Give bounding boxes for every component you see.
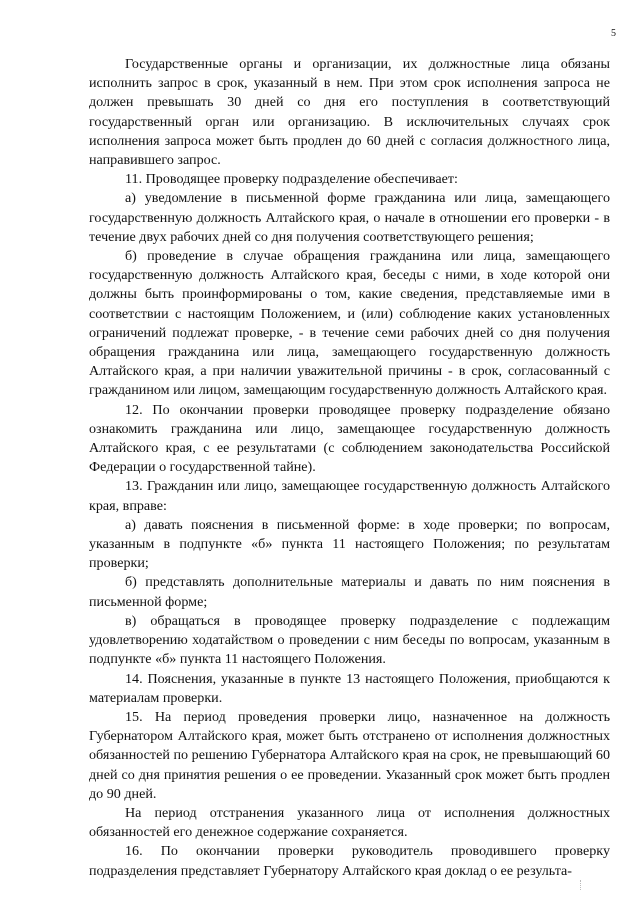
paragraph: а) давать пояснения в письменной форме: в ходе проверки; по вопросам, указанным в подпункте «б» пункта 11 настоящего Положения; по результатам проверки;	[89, 516, 610, 572]
scan-artifact	[580, 880, 584, 890]
document-body	[89, 55, 610, 881]
paragraph: 15. На период проведения проверки лицо, назначенное на должность Губернатором Алтайского края, может быть отстранено от исполнения должностных обязанностей по решению Губернатора Алтайского края на срок, не превышающий 60 дней со дня принятия решения о ее проведении. Указанный срок может быть продлен до 90 дней.	[89, 708, 610, 802]
paragraph: 14. Пояснения, указанные в пункте 13 настоящего Положения, приобщаются к материалам проверки.	[89, 670, 610, 706]
paragraph: 13. Гражданин или лицо, замещающее государственную должность Алтайского края, вправе:	[89, 478, 610, 514]
paragraph: На период отстранения указанного лица от исполнения должностных обязанностей его денежное содержание сохраняется.	[89, 804, 610, 841]
paragraph: Государственные органы и организации, их должностные лица обязаны исполнить запрос в срок, указанный в нем. При этом срок исполнения запроса не должен превышать 30 дней со дня его поступления в соответствующий государственный орган или организацию. В исключительных случаях срок исполнения запроса может быть продлен до 60 дней с согласия должностного лица, направившего запрос.	[89, 56, 610, 169]
paragraph: а) уведомление в письменной форме гражданина или лица, замещающего государственную должность Алтайского края, о начале в отношении его проверки - в течение двух рабочих дней со дня получения соответствующего решения;	[89, 190, 610, 245]
paragraph: 11. Проводящее проверку подразделение обеспечивает:	[125, 171, 458, 188]
paragraph: б) представлять дополнительные материалы и давать по ним пояснения в письменной форме;	[89, 574, 610, 610]
paragraph: в) обращаться в проводящее проверку подразделение с подлежащим удовлетворению ходатайством о проведении с ним беседы по вопросам, указанным в подпункте «б» пункта 11 настоящего Положения.	[89, 612, 610, 668]
page-number: 5	[611, 28, 616, 39]
paragraph: б) проведение в случае обращения гражданина или лица, замещающего государственную должность Алтайского края, беседы с ними, в ходе которой они должны быть проинформированы о том, какие сведения, представляемые ими в соответствии с настоящим Положением, и (или) соблюдение каких установленных ограничений подлежат проверке, - в течение семи рабочих дней со дня получения обращения гражданина или лица, замещающего государственную должность Алтайского края, а при наличии уважительной причины - в срок, согласованный с гражданином или лицом, замещающим государственную должность Алтайского края.	[89, 248, 610, 399]
paragraph: 16. По окончании проверки руководитель проводившего проверку подразделения представляет Губернатору Алтайского края доклад о ее результа-	[89, 843, 610, 879]
paragraph: 12. По окончании проверки проводящее проверку подразделение обязано ознакомить гражданина или лицо, замещающее государственную должность Алтайского края, с ее результатами (с соблюдением законодательства Российской Федерации о государственной тайне).	[89, 401, 610, 476]
